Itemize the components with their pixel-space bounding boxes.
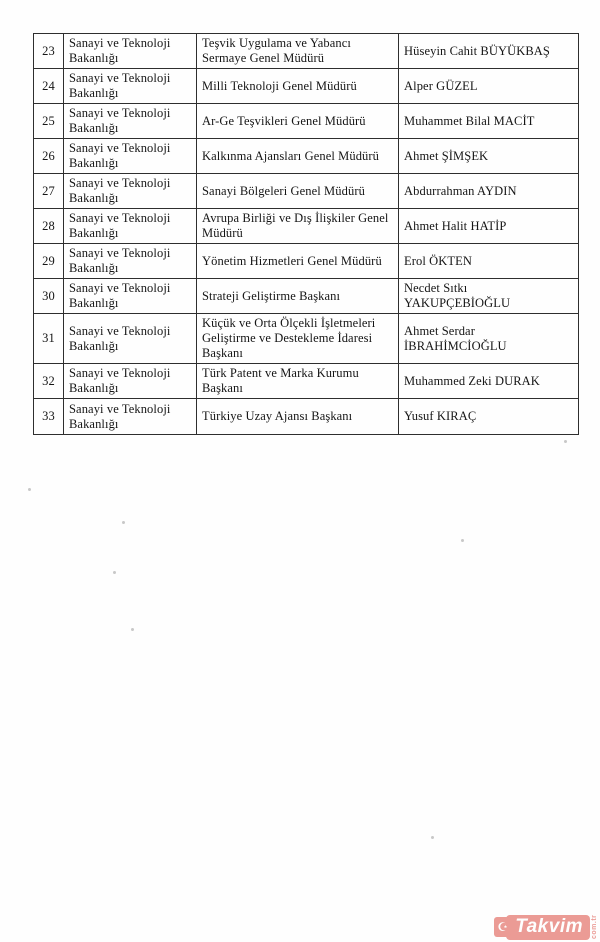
appointments-table	[33, 33, 579, 435]
table-row	[34, 69, 579, 104]
scan-speck	[431, 836, 434, 839]
row-number-cell: 33	[34, 399, 64, 435]
name-cell: Hüseyin Cahit BÜYÜKBAŞ	[399, 34, 579, 69]
row-number-cell: 28	[34, 209, 64, 244]
ministry-cell: Sanayi ve Teknoloji Bakanlığı	[64, 314, 197, 364]
title-cell: Kalkınma Ajansları Genel Müdürü	[197, 139, 399, 174]
scan-speck	[564, 440, 567, 443]
ministry-cell: Sanayi ve Teknoloji Bakanlığı	[64, 104, 197, 139]
name-cell: Muhammed Zeki DURAK	[399, 364, 579, 399]
row-number-cell: 27	[34, 174, 64, 209]
title-cell: Sanayi Bölgeleri Genel Müdürü	[197, 174, 399, 209]
ministry-cell: Sanayi ve Teknoloji Bakanlığı	[64, 399, 197, 435]
table-row	[34, 174, 579, 209]
table-row	[34, 314, 579, 364]
name-cell: Abdurrahman AYDIN	[399, 174, 579, 209]
table-row	[34, 104, 579, 139]
scan-speck	[461, 539, 464, 542]
row-number-cell: 25	[34, 104, 64, 139]
title-cell: Strateji Geliştirme Başkanı	[197, 279, 399, 314]
name-cell: Alper GÜZEL	[399, 69, 579, 104]
table-row	[34, 244, 579, 279]
row-number-cell: 24	[34, 69, 64, 104]
ministry-cell: Sanayi ve Teknoloji Bakanlığı	[64, 244, 197, 279]
ministry-cell: Sanayi ve Teknoloji Bakanlığı	[64, 209, 197, 244]
scan-speck	[28, 488, 31, 491]
takvim-logo-text: Takvim	[506, 915, 590, 940]
title-cell: Küçük ve Orta Ölçekli İşletmeleri Geliştirme ve Destekleme İdaresi Başkanı	[197, 314, 399, 364]
table-row	[34, 34, 579, 69]
row-number-cell: 30	[34, 279, 64, 314]
ministry-cell: Sanayi ve Teknoloji Bakanlığı	[64, 34, 197, 69]
name-cell: Yusuf KIRAÇ	[399, 399, 579, 435]
row-number-cell: 32	[34, 364, 64, 399]
title-cell: Türk Patent ve Marka Kurumu Başkanı	[197, 364, 399, 399]
scan-speck	[113, 571, 116, 574]
ministry-cell: Sanayi ve Teknoloji Bakanlığı	[64, 139, 197, 174]
table-row	[34, 364, 579, 399]
title-cell: Ar-Ge Teşvikleri Genel Müdürü	[197, 104, 399, 139]
name-cell: Necdet Sıtkı YAKUPÇEBİOĞLU	[399, 279, 579, 314]
takvim-domain-suffix: com.tr	[591, 914, 598, 940]
name-cell: Ahmet Serdar İBRAHİMCİOĞLU	[399, 314, 579, 364]
table-row	[34, 399, 579, 435]
name-cell: Ahmet Halit HATİP	[399, 209, 579, 244]
ministry-cell: Sanayi ve Teknoloji Bakanlığı	[64, 69, 197, 104]
title-cell: Avrupa Birliği ve Dış İlişkiler Genel Müdürü	[197, 209, 399, 244]
row-number-cell: 26	[34, 139, 64, 174]
name-cell: Ahmet ŞİMŞEK	[399, 139, 579, 174]
table-row	[34, 279, 579, 314]
ministry-cell: Sanayi ve Teknoloji Bakanlığı	[64, 364, 197, 399]
table-row	[34, 139, 579, 174]
takvim-watermark	[494, 914, 598, 940]
row-number-cell: 31	[34, 314, 64, 364]
title-cell: Teşvik Uygulama ve Yabancı Sermaye Genel Müdürü	[197, 34, 399, 69]
title-cell: Yönetim Hizmetleri Genel Müdürü	[197, 244, 399, 279]
title-cell: Milli Teknoloji Genel Müdürü	[197, 69, 399, 104]
turkish-flag-icon: ☪	[494, 917, 511, 937]
row-number-cell: 29	[34, 244, 64, 279]
table-row	[34, 209, 579, 244]
ministry-cell: Sanayi ve Teknoloji Bakanlığı	[64, 279, 197, 314]
name-cell: Erol ÖKTEN	[399, 244, 579, 279]
ministry-cell: Sanayi ve Teknoloji Bakanlığı	[64, 174, 197, 209]
row-number-cell: 23	[34, 34, 64, 69]
title-cell: Türkiye Uzay Ajansı Başkanı	[197, 399, 399, 435]
scan-speck	[122, 521, 125, 524]
scan-speck	[131, 628, 134, 631]
name-cell: Muhammet Bilal MACİT	[399, 104, 579, 139]
